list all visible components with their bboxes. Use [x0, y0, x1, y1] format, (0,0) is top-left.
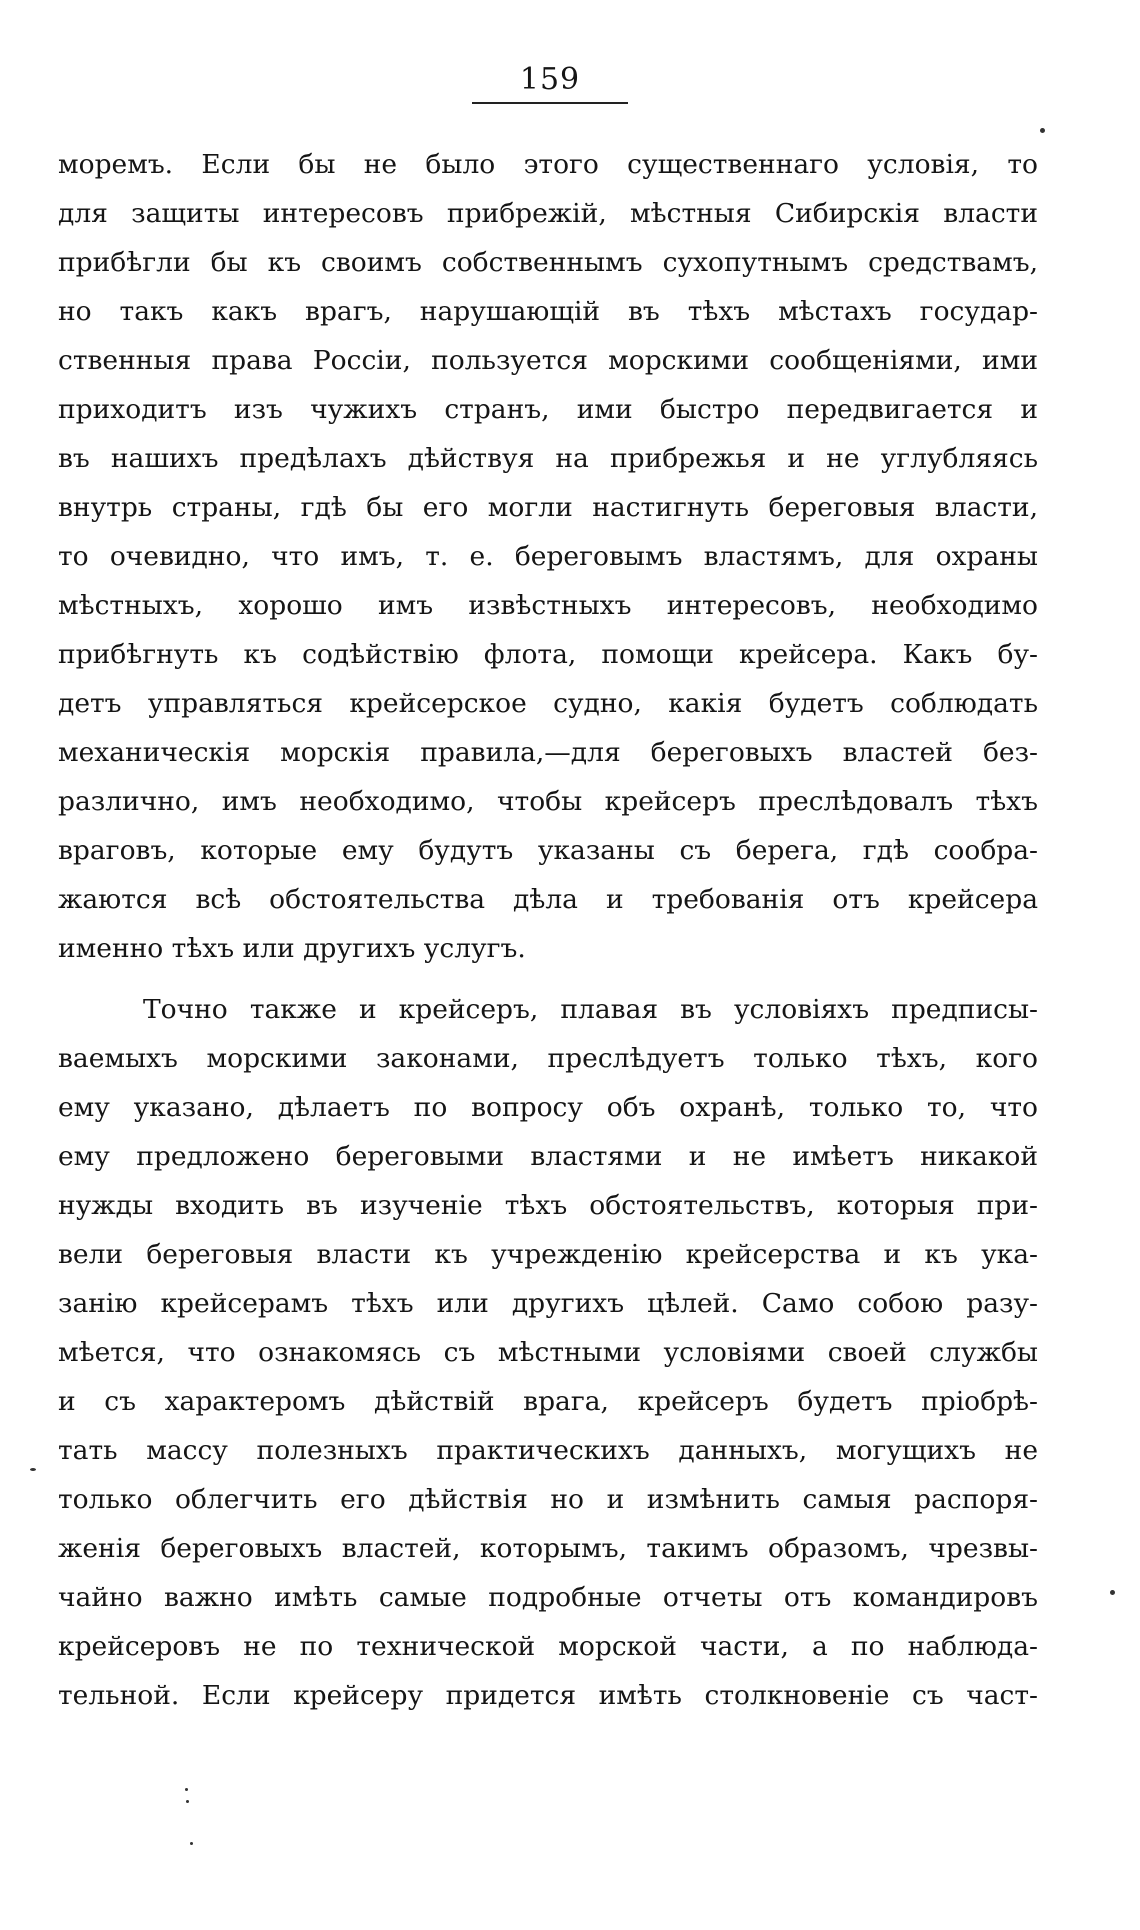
text-line: ственныя права Россіи, пользуется морскими сообщеніями, ими	[58, 345, 1038, 376]
text-line: въ нашихъ предѣлахъ дѣйствуя на прибрежья и не углубляясь	[58, 443, 1038, 474]
page-header	[470, 62, 630, 104]
text-line: враговъ, которые ему будутъ указаны съ берега, гдѣ сообра-	[58, 835, 1038, 866]
page-number-rule	[472, 102, 628, 104]
text-line: ему предложено береговыми властями и не имѣетъ никакой	[58, 1141, 1038, 1172]
text-line: только облегчить его дѣйствія но и измѣнить самыя распоря-	[58, 1484, 1038, 1515]
text-line: прибѣгли бы къ своимъ собственнымъ сухопутнымъ средствамъ,	[58, 247, 1038, 278]
text-line: различно, имъ необходимо, чтобы крейсеръ преслѣдовалъ тѣхъ	[58, 786, 1038, 817]
text-line: приходитъ изъ чужихъ странъ, ими быстро передвигается и	[58, 394, 1038, 425]
text-line: то очевидно, что имъ, т. е. береговымъ властямъ, для охраны	[58, 541, 1038, 572]
text-line: Точно также и крейсеръ, плавая въ условіяхъ предписы-	[143, 994, 1038, 1025]
text-line: женія береговыхъ властей, которымъ, такимъ образомъ, чрезвы-	[58, 1533, 1038, 1564]
text-line: тельной. Если крейсеру придется имѣть столкновеніе съ част-	[58, 1680, 1038, 1711]
scan-speck	[1040, 128, 1045, 133]
text-line: мѣстныхъ, хорошо имъ извѣстныхъ интересовъ, необходимо	[58, 590, 1038, 621]
text-line: крейсеровъ не по технической морской части, а по наблюда-	[58, 1631, 1038, 1662]
text-line: детъ управляться крейсерское судно, какія будетъ соблюдать	[58, 688, 1038, 719]
scan-speck	[185, 1788, 188, 1791]
text-line: именно тѣхъ или другихъ услугъ.	[58, 933, 526, 964]
text-line: но такъ какъ врагъ, нарушающій въ тѣхъ мѣстахъ государ-	[58, 296, 1038, 327]
text-line: нужды входить въ изученіе тѣхъ обстоятельствъ, которыя при-	[58, 1190, 1038, 1221]
text-line: жаются всѣ обстоятельства дѣла и требованія отъ крейсера	[58, 884, 1038, 915]
text-line: моремъ. Если бы не было этого существеннаго условія, то	[58, 149, 1038, 180]
text-line: чайно важно имѣть самые подробные отчеты отъ командировъ	[58, 1582, 1038, 1613]
scan-speck	[186, 1800, 189, 1803]
text-line: для защиты интересовъ прибрежій, мѣстныя Сибирскія власти	[58, 198, 1038, 229]
text-line: ваемыхъ морскими законами, преслѣдуетъ только тѣхъ, кого	[58, 1043, 1038, 1074]
paragraph-1	[58, 140, 1038, 973]
scan-speck	[1110, 1590, 1115, 1595]
text-line: прибѣгнуть къ содѣйствію флота, помощи крейсера. Какъ бу-	[58, 639, 1038, 670]
text-line: и съ характеромъ дѣйствій врага, крейсеръ будетъ пріобрѣ-	[58, 1386, 1038, 1417]
paragraph-2	[58, 985, 1038, 1720]
page-number: 159	[519, 62, 581, 97]
text-line: тать массу полезныхъ практическихъ данныхъ, могущихъ не	[58, 1435, 1038, 1466]
scan-speck	[30, 1468, 36, 1471]
text-line: механическія морскія правила,—для береговыхъ властей без-	[58, 737, 1038, 768]
text-line: вели береговыя власти къ учрежденію крейсерства и къ ука-	[58, 1239, 1038, 1270]
text-line: внутрь страны, гдѣ бы его могли настигнуть береговыя власти,	[58, 492, 1038, 523]
text-line: мѣется, что ознакомясь съ мѣстными условіями своей службы	[58, 1337, 1038, 1368]
scan-speck	[190, 1842, 193, 1845]
text-line: занію крейсерамъ тѣхъ или другихъ цѣлей. Само собою разу-	[58, 1288, 1038, 1319]
text-line: ему указано, дѣлаетъ по вопросу объ охранѣ, только то, что	[58, 1092, 1038, 1123]
